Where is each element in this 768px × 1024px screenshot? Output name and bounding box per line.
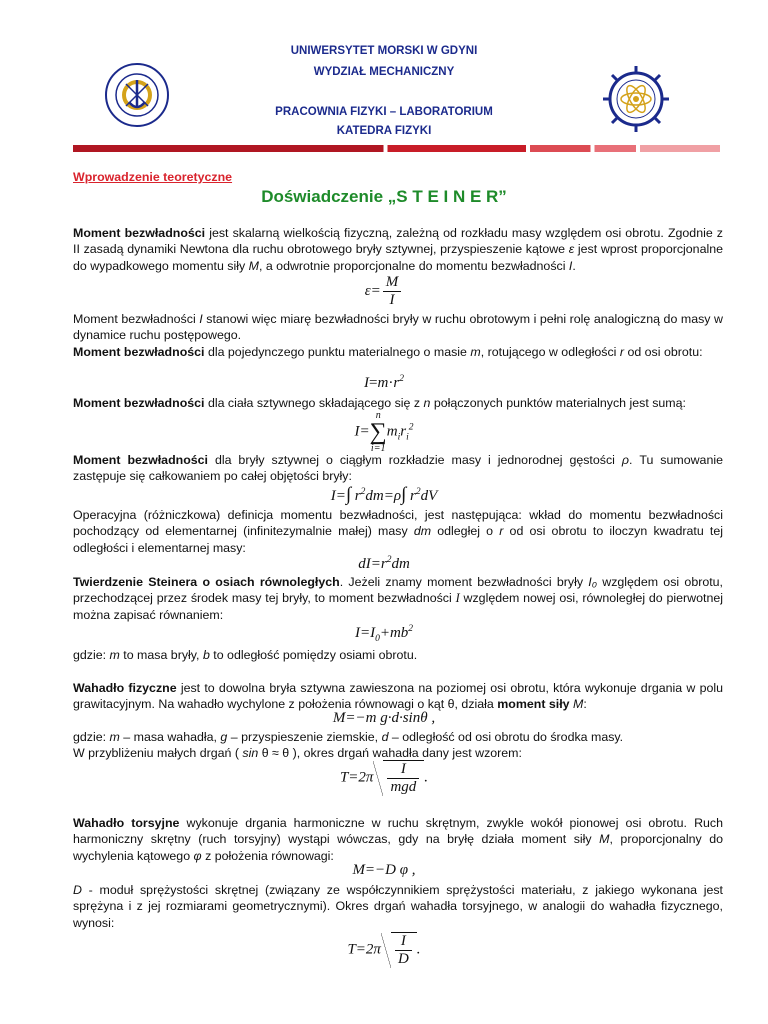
lab-name: PRACOWNIA FIZYKI – LABORATORIUM xyxy=(275,106,493,118)
paragraph-small-oscillations: W przybliżeniu małych drgań ( sin θ ≈ θ ), okres drgań wahadła dany jest wzorem: xyxy=(73,746,522,760)
paragraph-continuous: Moment bezwładności dla bryły sztywnej o ciągłym rozkładzie masy i jednorodnej gęstości ρ. Tu sumowanie zastępuje się całkowaniem po całej objętości bryły: xyxy=(73,453,723,484)
document-title: Doświadczenie „S T E I N E R” xyxy=(261,187,507,206)
paragraph-torsion-modulus: D - moduł sprężystości skrętnej (związany ze współczynnikiem sprężystości materiału, z jakiego wykonana jest sprężyna i z jej rozmiarami geometrycznymi). Okres drgań wahadła torsyjnego, w analogii do wahadła fizycznego, wynosi: xyxy=(73,883,723,930)
paragraph-pendulum-where: gdzie: m – masa wahadła, g – przyspieszenie ziemskie, d – odległość od osi obrotu do środka masy. xyxy=(73,730,624,744)
paragraph-moment-intro: Moment bezwładności jest skalarną wielkością fizyczną, zależną od rozkładu masy względem osi obrotu. Zgodnie z II zasadą dynamiki Newtona dla ruchu obrotowego bryły sztywnej, przyspieszenie kątowe ε jest wprost proporcjonalne do wypadkowego momentu siły M, a odwrotnie proporcjonalne do momentu bezwładności I. xyxy=(73,226,723,273)
formula-point-mass: $I=m\cdot r^2$ xyxy=(364,374,404,391)
formula-period-torsion: T=2π $\frac{I}{D}$ . xyxy=(347,933,421,967)
university-name: UNIWERSYTET MORSKI W GDYNI xyxy=(290,45,478,57)
paragraph-steiner-where: gdzie: m to masa bryły, b to odległość pomiędzy osiami obrotu. xyxy=(73,648,418,662)
section-link[interactable]: Wprowadzenie teoretyczne xyxy=(73,170,233,184)
paragraph-point-mass: Moment bezwładności dla pojedynczego punktu materialnego o masie m, rotującego w odległości r od osi obrotu: xyxy=(73,345,703,359)
formula-period-physical: T=2π $\frac{I}{\text{mgd}}$ . xyxy=(339,761,429,795)
paragraph-torsion-pendulum: Wahadło torsyjne wykonuje drgania harmoniczne w ruchu skrętnym, zwykle wokół pionowej osi obrotu. Ruch harmoniczny skrętny (ruch torsyjny) wystąpi wówczas, gdy na bryłę działa moment siły M, proporcjonalny do wychylenia kątowego φ z położenia równowagi: xyxy=(73,816,724,863)
formula-integral: I=∫ $r^2dm=\rho\int$ $r^2dV$ xyxy=(330,484,438,505)
formula-differential: $dI=r^2dm$ xyxy=(358,555,410,572)
paragraph-differential: Operacyjna (różniczkowa) definicja momentu bezwładności, jest następująca: wkład do momentu bezwładności pochodzący od elementarnej (infinitezymalnie małej) masy dm odległej o r od osi obrotu to iloczyn kwadratu tej odległości i elementarnej masy: xyxy=(73,508,723,555)
header-divider xyxy=(73,145,720,152)
paragraph-discrete-sum: Moment bezwładności dla ciała sztywnego składającego się z n połączonych punktów materialnych jest sumą: xyxy=(73,396,686,410)
formula-steiner: $I=I_0+mb^2$ xyxy=(354,624,414,644)
paragraph-inertia-measure: Moment bezwładności I stanowi więc miarę bezwładności bryły w ruchu obrotowym i pełni rolę analogiczną do masy w dynamice ruchu postępowego. xyxy=(73,312,723,343)
paragraph-steiner: Twierdzenie Steinera o osiach równoległych. Jeżeli znamy moment bezwładności bryły I₀ względem osi obrotu, przechodzącej przez środek masy tej bryły, to moment bezwładności I względem nowej osi, równoległej do pierwotnej można zapisać równaniem: xyxy=(73,575,723,622)
faculty-name: WYDZIAŁ MECHANICZNY xyxy=(313,66,455,78)
formula-torque: M=−m g·d·sinθ , xyxy=(332,710,436,726)
paragraph-physical-pendulum: Wahadło fizyczne jest to dowolna bryła sztywna zawieszona na poziomej osi obrotu, która wykonuje drgania w polu grawitacyjnym. Na wahadło wychylone z położenia równowagi o kąt θ, działa moment siły M: xyxy=(73,681,723,712)
department-name: KATEDRA FIZYKI xyxy=(336,125,432,137)
formula-torsion-torque: M=−D φ , xyxy=(352,862,416,878)
formula-sum: I=n ∑ $i=1m_ir_i^2$ xyxy=(354,410,414,454)
formula-epsilon: ε= $\frac{M}{I}$ xyxy=(0,274,768,309)
